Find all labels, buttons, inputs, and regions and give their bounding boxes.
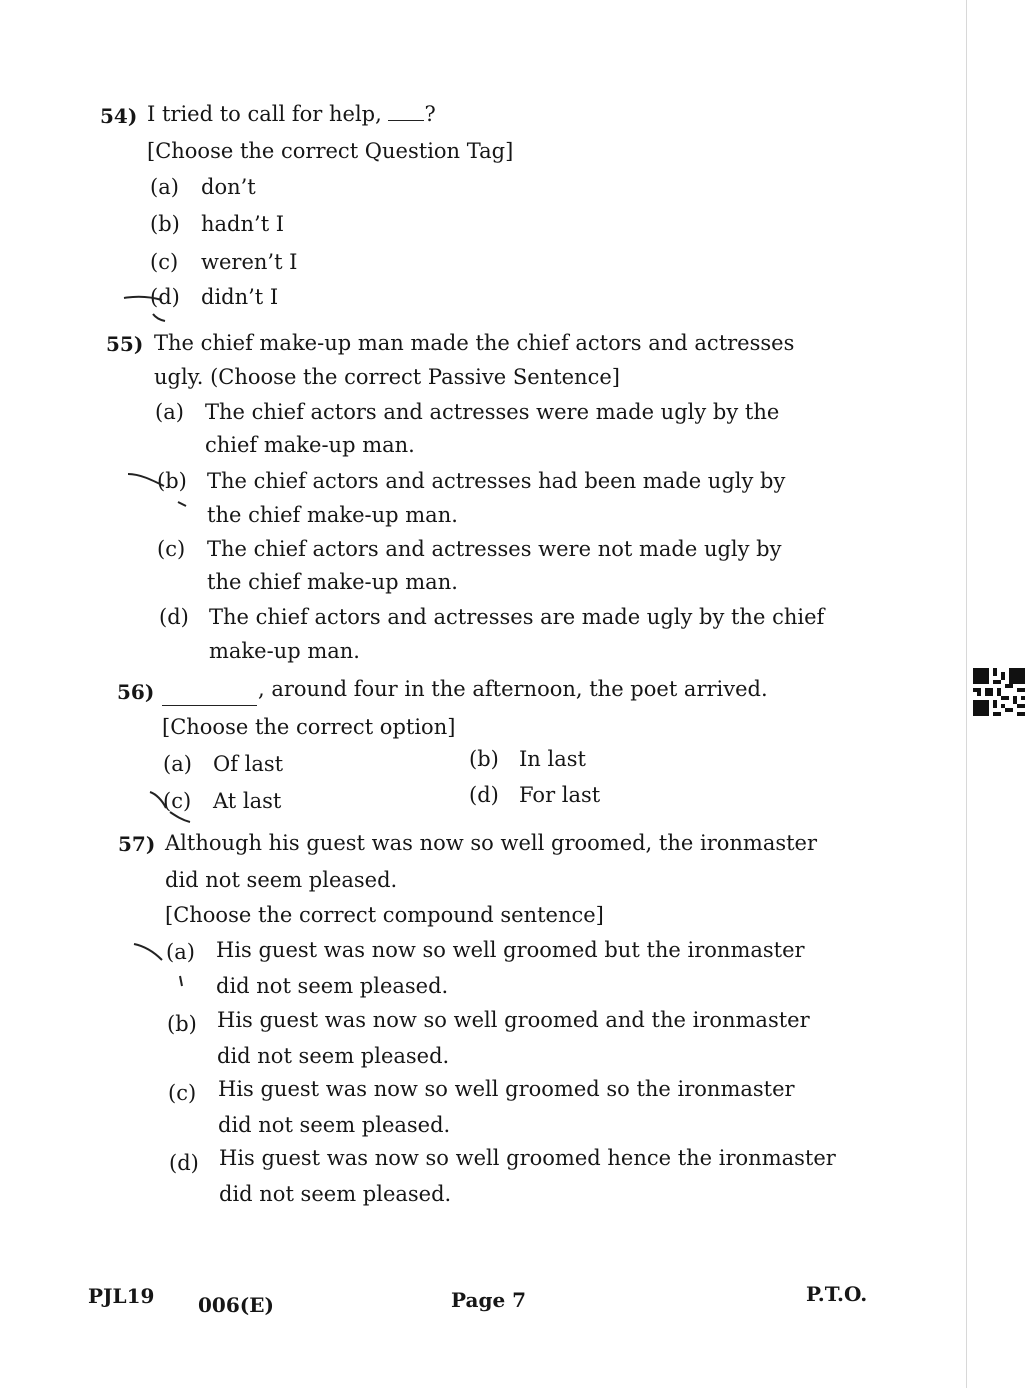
question-number: 56) [117,680,155,704]
question-number: 55) [106,332,144,356]
option-letter: (b) [469,747,499,771]
option-text: don’t [201,175,256,199]
option-text: For last [519,783,601,807]
option-text: hadn’t I [201,212,285,236]
question-stem-line: Although his guest was now so well groomed, the ironmaster [165,831,818,855]
handwritten-tick-mark [146,786,206,826]
option-text-line: The chief actors and actresses are made ugly by the chief [209,605,825,629]
footer-page-number: Page 7 [451,1288,527,1312]
option-text-line: His guest was now so well groomed hence the ironmaster [219,1146,836,1170]
option-letter: (b) [167,1012,197,1036]
footer-pto: P.T.O. [806,1282,868,1306]
option-text: didn’t I [201,285,279,309]
footer-code: PJL19 [88,1284,155,1308]
option-text-line: make-up man. [209,639,360,663]
option-text: Of last [213,752,284,776]
question-stem-line: did not seem pleased. [165,868,398,892]
option-letter: (d) [159,605,189,629]
option-letter: (c) [163,789,192,813]
option-letter: (c) [150,250,179,274]
option-text-line: did not seem pleased. [216,974,449,998]
option-letter: (a) [150,175,179,199]
answer-blank [162,699,257,706]
option-letter: (c) [168,1081,197,1105]
option-letter: (d) [469,783,499,807]
option-text-line: chief make-up man. [205,433,415,457]
option-text-line: His guest was now so well groomed and the ironmaster [217,1008,810,1032]
option-text: In last [519,747,586,771]
option-letter: (a) [166,940,195,964]
option-letter: (b) [150,212,180,236]
option-letter: (b) [157,469,187,493]
question-number: 57) [118,832,156,856]
question-instruction: [Choose the correct Question Tag] [147,139,514,163]
option-text-line: did not seem pleased. [218,1113,451,1137]
question-instruction: [Choose the correct option] [162,715,456,739]
answer-blank [388,120,424,121]
option-letter: (d) [150,285,180,309]
option-text-line: The chief actors and actresses were made ugly by the [205,400,780,424]
option-text-line: The chief actors and actresses had been made ugly by [207,469,786,493]
qr-code [973,667,1025,717]
option-text-line: The chief actors and actresses were not made ugly by [207,537,782,561]
page-edge-line [966,0,967,1388]
option-text-line: did not seem pleased. [219,1182,452,1206]
option-letter: (a) [155,400,184,424]
option-text-line: the chief make-up man. [207,570,458,594]
option-text-line: His guest was now so well groomed so the ironmaster [218,1077,795,1101]
question-stem: , around four in the afternoon, the poet arrived. [258,677,768,701]
option-letter: (d) [169,1151,199,1175]
question-stem: I tried to call for help, ? [147,102,436,126]
question-instruction: [Choose the correct compound sentence] [165,903,604,927]
option-text: weren’t I [201,250,298,274]
option-text-line: did not seem pleased. [217,1044,450,1068]
question-stem-line: ugly. (Choose the correct Passive Sentence] [154,365,620,389]
handwritten-tick-mark [132,940,202,990]
footer-paper-code: 006(E) [198,1293,274,1317]
option-text-line: the chief make-up man. [207,503,458,527]
option-letter: (a) [163,752,192,776]
option-text-line: His guest was now so well groomed but the ironmaster [216,938,805,962]
option-text: At last [213,789,282,813]
question-number: 54) [100,104,138,128]
option-letter: (c) [157,537,186,561]
handwritten-tick-mark [126,468,196,508]
handwritten-tick-mark [122,284,192,324]
question-stem-line: The chief make-up man made the chief actors and actresses [154,331,795,355]
